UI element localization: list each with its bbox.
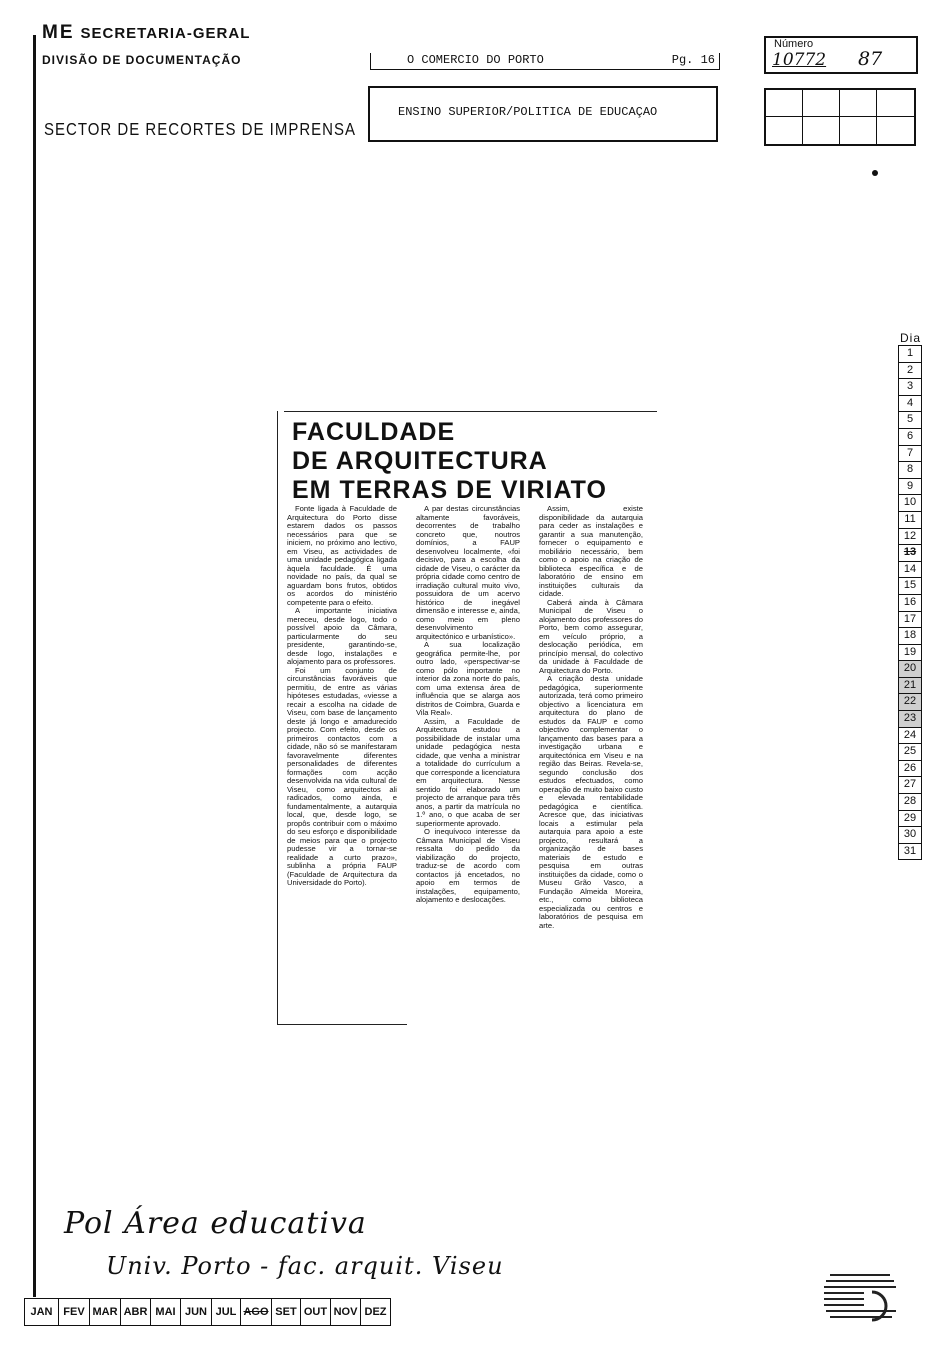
month-cell-jul: JUL — [212, 1299, 241, 1325]
number-year: 87 — [858, 48, 883, 70]
day-cell-24: 24 — [898, 728, 922, 745]
day-cell-12: 12 — [898, 529, 922, 546]
headline-line: DE ARQUITECTURA — [292, 447, 548, 475]
archive-logo-icon — [820, 1268, 915, 1330]
headline-line: EM TERRAS DE VIRIATO — [292, 476, 607, 504]
organization-prefix: ME — [42, 22, 75, 43]
month-cell-ago: AGO — [241, 1299, 272, 1325]
subject-box — [368, 86, 718, 142]
paragraph: A sua localização geográfica permite-lhe, por outro lado, «perspectivar-se como pólo importante no interior da zona norte do país, com uma extensa área de influência que se alarga aos distritos de Coimbra, Guarda e Vila Real». — [416, 640, 520, 717]
organization-name: SECRETARIA-GERAL — [80, 25, 251, 42]
grid-cell — [766, 90, 803, 117]
day-cell-30: 30 — [898, 827, 922, 844]
grid-cell — [803, 90, 840, 117]
subject-text: ENSINO SUPERIOR/POLITICA DE EDUCAÇAO — [398, 105, 658, 119]
handwritten-note-1: Pol Área educativa — [64, 1206, 367, 1241]
grid-cell — [840, 90, 877, 117]
headline-line: FACULDADE — [292, 418, 456, 446]
month-cell-mar: MAR — [90, 1299, 121, 1325]
day-cell-5: 5 — [898, 412, 922, 429]
grid-cell — [803, 117, 840, 144]
handwritten-note-2: Univ. Porto - fac. arquit. Viseu — [106, 1252, 504, 1280]
left-margin-rule — [33, 35, 36, 1297]
publication-name: O COMERCIO DO PORTO — [407, 53, 544, 67]
article-column-2 — [416, 505, 520, 1022]
frame-left-rule — [277, 411, 278, 1025]
day-cell-6: 6 — [898, 429, 922, 446]
day-cell-3: 3 — [898, 379, 922, 396]
day-cell-1: 1 — [898, 345, 922, 363]
month-cell-abr: ABR — [121, 1299, 151, 1325]
number-box — [764, 36, 918, 74]
number-value: 10772 — [772, 50, 827, 70]
month-cell-set: SET — [272, 1299, 301, 1325]
number-label: Número — [774, 38, 814, 50]
day-index — [898, 345, 922, 860]
frame-top-rule — [284, 411, 657, 412]
month-cell-jun: JUN — [181, 1299, 212, 1325]
day-cell-23: 23 — [898, 711, 922, 728]
paragraph: Foi um conjunto de circunstâncias favoráveis que permitiu, de entre as várias hipóteses estudadas, «viesse a recair a escolha na cidade de Viseu, com base de lançamento deste já longo e amadurecido projecto. Com efeito, desde os primeiros contactos com a cidade, não só se manifestaram favoravelmente diferentes personalidades de diferentes formações com acção desenvolvida na vida cultural de Viseu, como arquitectos ali radicados, como ainda, e fundamentalmente, a autarquia local, que, desde logo, se propôs contribuir com o máximo do seu esforço e disponibilidade de meios para que o projecto pudesse vir a tornar-se realidade a curto prazo», sublinha a própria FAUP (Faculdade de Arquitectura da Universidade do Porto). — [287, 665, 397, 887]
paragraph: A criação desta unidade pedagógica, superiormente autorizada, terá como primeiro objectivo a licenciatura em arquitectura do plano de estudos da FAUP e como objectivo complementar o lançamento das bases para a investigação urbana e arquitectónica em Viseu e na região das Beiras. Revela-se, segundo conclusão dos estudos efectuados, como operação de muito baixo custo e elevada rentabilidade pedagógica e científica. Acresce que, das iniciativas locais a estimular pela autarquia para apoio a este projecto, resultará a organização de bases materiais de estudo e pesquisa em outras instituições da cidade, como o Museu Grão Vasco, a Fundação Almeida Moreira, etc., como biblioteca especializada ou centros e laboratórios de pesquisa em arte. — [539, 674, 643, 930]
article-column-1 — [287, 505, 397, 1022]
month-cell-mai: MAI — [151, 1299, 181, 1325]
day-cell-22: 22 — [898, 694, 922, 711]
day-cell-27: 27 — [898, 777, 922, 794]
day-cell-9: 9 — [898, 479, 922, 496]
month-cell-jan: JAN — [25, 1299, 59, 1325]
paragraph: Fonte ligada à Faculdade de Arquitectura do Porto disse estarem dados os passos necessários para que se iniciem, no próximo ano lectivo, em Viseu, as actividades de uma unidade pedagógica ligada àquela faculdade. É uma novidade no país, da qual se aguardam bons frutos, obtidos os acordos do ministério competente para o efeito. — [287, 505, 397, 607]
day-cell-29: 29 — [898, 811, 922, 828]
day-cell-17: 17 — [898, 612, 922, 629]
day-cell-21: 21 — [898, 678, 922, 695]
day-cell-14: 14 — [898, 562, 922, 579]
paragraph: Assim, existe disponibilidade da autarquia para ceder as instalações e garantir a sua manutenção, fornecer o equipamento e mobiliário necessário, bem como o apoio na criação de biblioteca específica e de laboratório de ensino em instituições culturais da cidade. — [539, 505, 643, 598]
month-index — [24, 1298, 391, 1326]
day-cell-8: 8 — [898, 462, 922, 479]
day-cell-4: 4 — [898, 396, 922, 413]
day-cell-13: 13 — [898, 545, 922, 562]
page-number: Pg. 16 — [671, 53, 715, 67]
day-cell-18: 18 — [898, 628, 922, 645]
publication-field — [370, 53, 720, 70]
month-cell-dez: DEZ — [364, 1306, 387, 1318]
day-cell-10: 10 — [898, 495, 922, 512]
grid-cell — [766, 117, 803, 144]
paragraph: Caberá ainda à Câmara Municipal de Viseu o alojamento dos professores do Porto, bem como assegurar, em veículo próprio, a deslocação periódica, em princípio mensal, do colectivo da unidade à Faculdade de Arquitectura do Porto. — [539, 597, 643, 675]
day-cell-25: 25 — [898, 744, 922, 761]
frame-bottom-rule — [277, 1024, 407, 1025]
month-cell-out: OUT — [301, 1299, 331, 1325]
day-cell-20: 20 — [898, 661, 922, 678]
day-cell-7: 7 — [898, 446, 922, 463]
day-cell-28: 28 — [898, 794, 922, 811]
ink-dot — [872, 170, 878, 176]
article-column-3 — [539, 505, 643, 1022]
division-name: DIVISÃO DE DOCUMENTAÇÃO — [42, 53, 242, 67]
day-cell-16: 16 — [898, 595, 922, 612]
day-cell-15: 15 — [898, 578, 922, 595]
month-cell-fev: FEV — [59, 1299, 90, 1325]
day-cell-2: 2 — [898, 363, 922, 380]
day-cell-11: 11 — [898, 512, 922, 529]
day-cell-26: 26 — [898, 761, 922, 778]
grid-cell — [840, 117, 877, 144]
sector-name: SECTOR DE RECORTES DE IMPRENSA — [44, 120, 356, 140]
paragraph: A par destas circunstâncias altamente favoráveis, decorrentes de trabalho concreto que, noutros domínios, a FAUP desenvolveu localmente, «foi decisivo, para a escolha da cidade de Viseu, o carácter da própria cidade como centro de irradiação cultural muito vivo, possuidora de um acervo histórico de inegável dimensão e interesse e, ainda, como meio em pleno desenvolvimento arquitectónico e urbanístico». — [416, 505, 520, 641]
grid-cell — [877, 117, 914, 144]
article-headline — [292, 418, 607, 505]
paragraph: A importante iniciativa mereceu, desde logo, todo o possível apoio da Câmara, particularmente do seu presidente, garantindo-se, desde logo, instalações e alojamento para os professores. — [287, 606, 397, 666]
month-cell-nov: NOV — [331, 1299, 361, 1325]
classification-grid — [764, 88, 916, 146]
day-cell-31: 31 — [898, 844, 922, 861]
organization-title — [42, 22, 250, 44]
paragraph: Assim, a Faculdade de Arquitectura estudou a possibilidade de instalar uma unidade pedagógica nesta cidade, que venha a ministrar a totalidade do currículum a que corresponde a licenciatura em arquitectura. Nesse sentido foi elaborado um projecto de arranque para três anos, a partir da matrícula no 1.º ano, o que acaba de ser superiormente aprovado. — [416, 716, 520, 828]
day-cell-19: 19 — [898, 645, 922, 662]
grid-cell — [877, 90, 914, 117]
day-index-label: Dia — [900, 331, 922, 345]
paragraph: O inequívoco interesse da Câmara Municipal de Viseu ressalta do pedido da viabilização do projecto, traduz-se de acordo com contactos já encetados, no apoio em termos de instalações, equipamento, alojamento e deslocações. — [416, 827, 520, 904]
